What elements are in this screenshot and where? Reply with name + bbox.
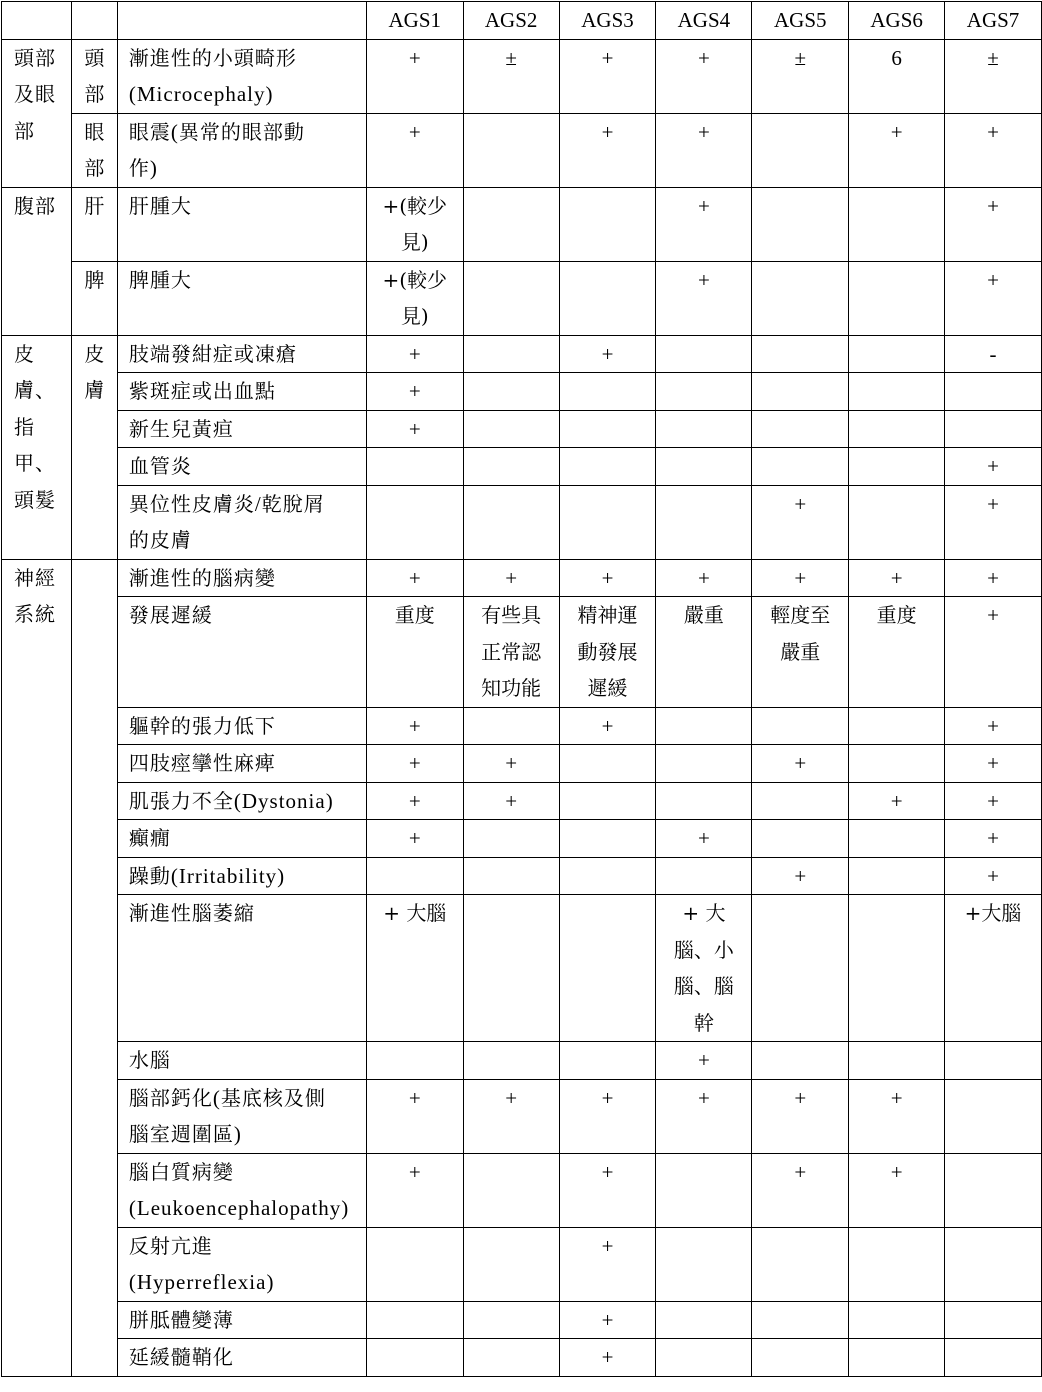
feature-cell: 延緩髓鞘化 <box>117 1339 366 1377</box>
header-empty-cell <box>117 2 366 40</box>
table-row <box>2 187 1042 261</box>
table-row <box>2 1227 1042 1301</box>
value-cell-ags4 <box>656 410 752 448</box>
value-cell-ags7: - <box>945 335 1042 373</box>
value-cell-ags2 <box>463 485 559 559</box>
feature-cell: 發展遲緩 <box>117 597 366 708</box>
value-cell-ags1: +(較少 見) <box>366 261 463 335</box>
value-cell-ags3: 精神運 動發展 遲緩 <box>559 597 656 708</box>
feature-cell: 紫斑症或出血點 <box>117 373 366 411</box>
value-cell-ags6 <box>849 335 945 373</box>
table-row <box>2 745 1042 783</box>
feature-cell: 漸進性的腦病變 <box>117 559 366 597</box>
value-cell-ags5: + <box>752 1079 849 1153</box>
feature-cell: 躁動(Irritability) <box>117 857 366 895</box>
value-cell-ags1 <box>366 1042 463 1080</box>
value-cell-ags5 <box>752 1339 849 1377</box>
value-cell-ags6 <box>849 1042 945 1080</box>
feature-cell: 胼胝體變薄 <box>117 1301 366 1339</box>
feature-cell: 肌張力不全(Dystonia) <box>117 782 366 820</box>
value-cell-ags3: + <box>559 1301 656 1339</box>
feature-cell: 水腦 <box>117 1042 366 1080</box>
value-cell-ags4: + <box>656 39 752 113</box>
value-cell-ags5 <box>752 1227 849 1301</box>
subgroup-cell: 皮 膚 <box>71 335 117 559</box>
value-cell-ags5 <box>752 335 849 373</box>
value-cell-ags3: + <box>559 113 656 187</box>
value-cell-ags3 <box>559 373 656 411</box>
value-cell-ags2 <box>463 335 559 373</box>
value-cell-ags5 <box>752 261 849 335</box>
value-cell-ags3 <box>559 895 656 1042</box>
feature-cell: 漸進性的小頭畸形 (Microcephaly) <box>117 39 366 113</box>
value-cell-ags4 <box>656 448 752 486</box>
value-cell-ags5: + <box>752 857 849 895</box>
subgroup-cell: 肝 <box>71 187 117 261</box>
value-cell-ags2 <box>463 1339 559 1377</box>
value-cell-ags1: + <box>366 1079 463 1153</box>
value-cell-ags6: + <box>849 113 945 187</box>
feature-cell: 四肢痙攣性麻痺 <box>117 745 366 783</box>
value-cell-ags6 <box>849 410 945 448</box>
value-cell-ags7 <box>945 1079 1042 1153</box>
value-cell-ags4 <box>656 1153 752 1227</box>
value-cell-ags1: + 大腦 <box>366 895 463 1042</box>
value-cell-ags6 <box>849 485 945 559</box>
value-cell-ags7: + <box>945 485 1042 559</box>
group-cell: 神經 系統 <box>2 559 72 1376</box>
value-cell-ags4 <box>656 1339 752 1377</box>
value-cell-ags3: + <box>559 1079 656 1153</box>
value-cell-ags4: + <box>656 113 752 187</box>
value-cell-ags1: + <box>366 410 463 448</box>
table-row <box>2 782 1042 820</box>
value-cell-ags2 <box>463 1042 559 1080</box>
column-header-ags7: AGS7 <box>945 2 1042 40</box>
subgroup-cell: 頭 部 <box>71 39 117 113</box>
value-cell-ags7: + <box>945 745 1042 783</box>
value-cell-ags3: + <box>559 1227 656 1301</box>
value-cell-ags1 <box>366 857 463 895</box>
value-cell-ags4 <box>656 485 752 559</box>
value-cell-ags4 <box>656 1227 752 1301</box>
value-cell-ags2 <box>463 373 559 411</box>
table-row <box>2 559 1042 597</box>
value-cell-ags6: 6 <box>849 39 945 113</box>
value-cell-ags7 <box>945 1227 1042 1301</box>
feature-cell: 新生兒黃疸 <box>117 410 366 448</box>
value-cell-ags5: + <box>752 485 849 559</box>
group-cell: 腹部 <box>2 187 72 335</box>
feature-cell: 異位性皮膚炎/乾脫屑 的皮膚 <box>117 485 366 559</box>
value-cell-ags3: + <box>559 1153 656 1227</box>
value-cell-ags6 <box>849 448 945 486</box>
column-header-ags1: AGS1 <box>366 2 463 40</box>
value-cell-ags4 <box>656 707 752 745</box>
feature-cell: 軀幹的張力低下 <box>117 707 366 745</box>
table-body <box>2 2 1042 1377</box>
value-cell-ags4: + <box>656 187 752 261</box>
value-cell-ags7: + <box>945 782 1042 820</box>
value-cell-ags7: + <box>945 113 1042 187</box>
value-cell-ags6 <box>849 857 945 895</box>
value-cell-ags5 <box>752 448 849 486</box>
table-row <box>2 39 1042 113</box>
value-cell-ags1 <box>366 1339 463 1377</box>
table-row <box>2 261 1042 335</box>
value-cell-ags6 <box>849 745 945 783</box>
value-cell-ags2: + <box>463 1079 559 1153</box>
value-cell-ags7 <box>945 410 1042 448</box>
value-cell-ags7 <box>945 1301 1042 1339</box>
value-cell-ags2 <box>463 857 559 895</box>
value-cell-ags3: + <box>559 39 656 113</box>
feature-cell: 癲癇 <box>117 820 366 858</box>
value-cell-ags5 <box>752 820 849 858</box>
value-cell-ags7 <box>945 1339 1042 1377</box>
header-empty-cell <box>71 2 117 40</box>
value-cell-ags3 <box>559 745 656 783</box>
value-cell-ags1: + <box>366 335 463 373</box>
feature-cell: 肢端發紺症或凍瘡 <box>117 335 366 373</box>
value-cell-ags1 <box>366 1301 463 1339</box>
feature-cell: 反射亢進 (Hyperreflexia) <box>117 1227 366 1301</box>
value-cell-ags5: + <box>752 1153 849 1227</box>
value-cell-ags6 <box>849 820 945 858</box>
value-cell-ags5 <box>752 782 849 820</box>
value-cell-ags7: + <box>945 857 1042 895</box>
table-row <box>2 410 1042 448</box>
value-cell-ags2 <box>463 1301 559 1339</box>
value-cell-ags6: + <box>849 559 945 597</box>
group-cell: 頭部 及眼 部 <box>2 39 72 187</box>
value-cell-ags7 <box>945 373 1042 411</box>
table-row <box>2 895 1042 1042</box>
table-row <box>2 113 1042 187</box>
value-cell-ags1: + <box>366 559 463 597</box>
value-cell-ags7 <box>945 1042 1042 1080</box>
value-cell-ags2 <box>463 410 559 448</box>
value-cell-ags1: + <box>366 782 463 820</box>
feature-cell: 腦白質病變 (Leukoencephalopathy) <box>117 1153 366 1227</box>
value-cell-ags3: + <box>559 707 656 745</box>
value-cell-ags6: + <box>849 782 945 820</box>
column-header-ags5: AGS5 <box>752 2 849 40</box>
value-cell-ags7: +大腦 <box>945 895 1042 1042</box>
subgroup-cell: 眼 部 <box>71 113 117 187</box>
value-cell-ags5 <box>752 1301 849 1339</box>
table-row <box>2 1153 1042 1227</box>
column-header-ags3: AGS3 <box>559 2 656 40</box>
value-cell-ags3: + <box>559 1339 656 1377</box>
value-cell-ags1: + <box>366 1153 463 1227</box>
value-cell-ags6 <box>849 373 945 411</box>
value-cell-ags5 <box>752 410 849 448</box>
value-cell-ags6: + <box>849 1079 945 1153</box>
table-row <box>2 335 1042 373</box>
subgroup-cell <box>71 559 117 1376</box>
value-cell-ags3 <box>559 410 656 448</box>
value-cell-ags6 <box>849 707 945 745</box>
value-cell-ags4: + <box>656 820 752 858</box>
value-cell-ags1: +(較少 見) <box>366 187 463 261</box>
feature-cell: 眼震(異常的眼部動 作) <box>117 113 366 187</box>
value-cell-ags7: ± <box>945 39 1042 113</box>
feature-cell: 腦部鈣化(基底核及側 腦室週圍區) <box>117 1079 366 1153</box>
table-row <box>2 1079 1042 1153</box>
value-cell-ags3 <box>559 782 656 820</box>
value-cell-ags6: 重度 <box>849 597 945 708</box>
value-cell-ags2: ± <box>463 39 559 113</box>
value-cell-ags5: 輕度至 嚴重 <box>752 597 849 708</box>
table-row <box>2 1339 1042 1377</box>
header-row <box>2 2 1042 40</box>
value-cell-ags7 <box>945 1153 1042 1227</box>
column-header-ags4: AGS4 <box>656 2 752 40</box>
value-cell-ags2 <box>463 1227 559 1301</box>
value-cell-ags4: + <box>656 261 752 335</box>
group-cell: 皮 膚、 指 甲、 頭髮 <box>2 335 72 559</box>
value-cell-ags6 <box>849 1301 945 1339</box>
table-row <box>2 1301 1042 1339</box>
feature-cell: 血管炎 <box>117 448 366 486</box>
value-cell-ags7: + <box>945 187 1042 261</box>
value-cell-ags4 <box>656 373 752 411</box>
value-cell-ags2 <box>463 820 559 858</box>
value-cell-ags3 <box>559 261 656 335</box>
value-cell-ags4: + <box>656 559 752 597</box>
value-cell-ags7: + <box>945 559 1042 597</box>
value-cell-ags1: + <box>366 820 463 858</box>
table-row <box>2 448 1042 486</box>
value-cell-ags3 <box>559 857 656 895</box>
header-empty-cell <box>2 2 72 40</box>
value-cell-ags2 <box>463 113 559 187</box>
value-cell-ags4 <box>656 745 752 783</box>
value-cell-ags1 <box>366 485 463 559</box>
value-cell-ags7: + <box>945 707 1042 745</box>
value-cell-ags4: + <box>656 1042 752 1080</box>
feature-cell: 漸進性腦萎縮 <box>117 895 366 1042</box>
value-cell-ags5 <box>752 113 849 187</box>
table-row <box>2 485 1042 559</box>
value-cell-ags5: ± <box>752 39 849 113</box>
value-cell-ags2 <box>463 1153 559 1227</box>
subgroup-cell: 脾 <box>71 261 117 335</box>
value-cell-ags2 <box>463 707 559 745</box>
value-cell-ags3 <box>559 485 656 559</box>
value-cell-ags6 <box>849 1339 945 1377</box>
value-cell-ags5: + <box>752 559 849 597</box>
column-header-ags6: AGS6 <box>849 2 945 40</box>
table-row <box>2 373 1042 411</box>
value-cell-ags5 <box>752 1042 849 1080</box>
value-cell-ags7: + <box>945 597 1042 708</box>
value-cell-ags6 <box>849 1227 945 1301</box>
value-cell-ags1: + <box>366 113 463 187</box>
value-cell-ags1 <box>366 448 463 486</box>
value-cell-ags3: + <box>559 559 656 597</box>
value-cell-ags2: + <box>463 559 559 597</box>
table-row <box>2 1042 1042 1080</box>
value-cell-ags6 <box>849 187 945 261</box>
value-cell-ags7: + <box>945 820 1042 858</box>
value-cell-ags3 <box>559 1042 656 1080</box>
symptom-table <box>1 1 1042 1377</box>
value-cell-ags6 <box>849 261 945 335</box>
value-cell-ags7: + <box>945 448 1042 486</box>
value-cell-ags4 <box>656 782 752 820</box>
value-cell-ags3 <box>559 448 656 486</box>
value-cell-ags2: + <box>463 745 559 783</box>
value-cell-ags1: + <box>366 373 463 411</box>
value-cell-ags4: + <box>656 1079 752 1153</box>
column-header-ags2: AGS2 <box>463 2 559 40</box>
value-cell-ags5 <box>752 707 849 745</box>
value-cell-ags7: + <box>945 261 1042 335</box>
value-cell-ags3 <box>559 820 656 858</box>
feature-cell: 肝腫大 <box>117 187 366 261</box>
value-cell-ags4 <box>656 335 752 373</box>
value-cell-ags6: + <box>849 1153 945 1227</box>
value-cell-ags6 <box>849 895 945 1042</box>
value-cell-ags1: + <box>366 745 463 783</box>
value-cell-ags4: 嚴重 <box>656 597 752 708</box>
value-cell-ags1 <box>366 1227 463 1301</box>
feature-cell: 脾腫大 <box>117 261 366 335</box>
value-cell-ags3: + <box>559 335 656 373</box>
table-row <box>2 857 1042 895</box>
value-cell-ags2: + <box>463 782 559 820</box>
value-cell-ags5 <box>752 373 849 411</box>
table-row <box>2 820 1042 858</box>
value-cell-ags4 <box>656 1301 752 1339</box>
value-cell-ags2 <box>463 187 559 261</box>
value-cell-ags2 <box>463 895 559 1042</box>
value-cell-ags5 <box>752 187 849 261</box>
table-row <box>2 707 1042 745</box>
value-cell-ags1: + <box>366 707 463 745</box>
value-cell-ags2 <box>463 448 559 486</box>
value-cell-ags4: + 大 腦、小 腦、腦 幹 <box>656 895 752 1042</box>
value-cell-ags5: + <box>752 745 849 783</box>
value-cell-ags2: 有些具 正常認 知功能 <box>463 597 559 708</box>
value-cell-ags1: 重度 <box>366 597 463 708</box>
value-cell-ags2 <box>463 261 559 335</box>
value-cell-ags3 <box>559 187 656 261</box>
value-cell-ags4 <box>656 857 752 895</box>
table-row <box>2 597 1042 708</box>
value-cell-ags1: + <box>366 39 463 113</box>
value-cell-ags5 <box>752 895 849 1042</box>
